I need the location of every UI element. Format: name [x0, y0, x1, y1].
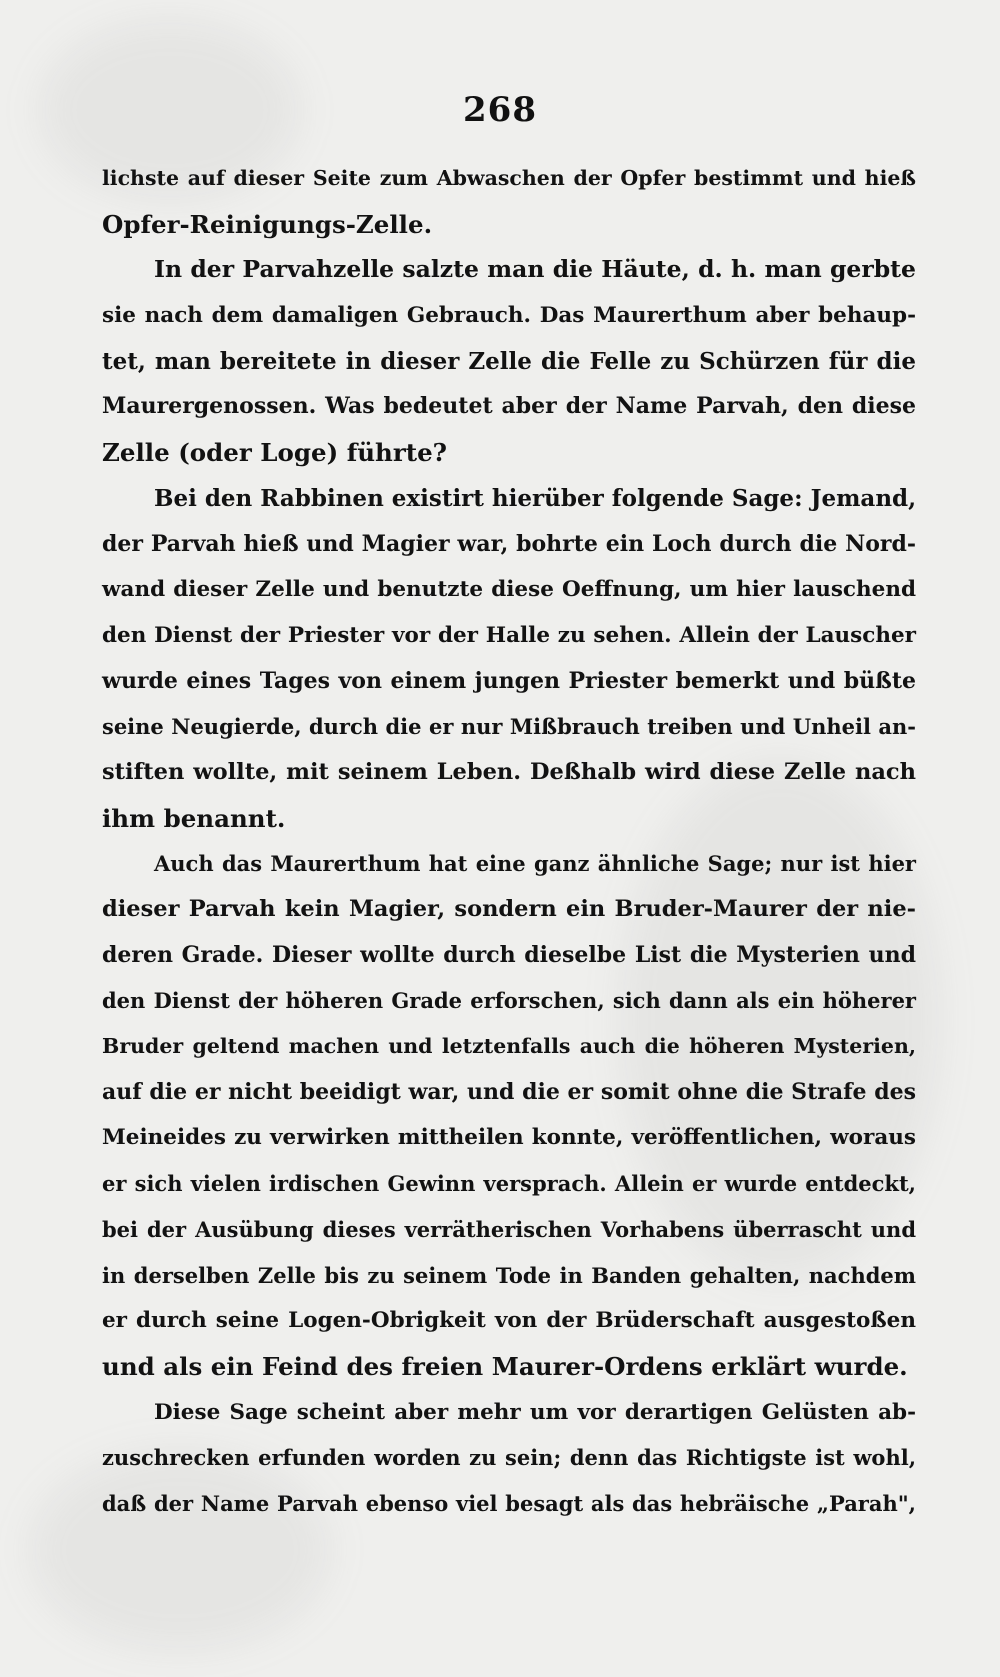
text-line: auf die er nicht beeidigt war, und die er somit ohne die Strafe des — [102, 1078, 916, 1105]
text-line: deren Grade. Dieser wollte durch dieselbe List die Mysterien und — [102, 941, 916, 968]
text-line: zuschrecken erfunden worden zu sein; denn das Richtigste ist wohl, — [102, 1445, 916, 1471]
text-line: er sich vielen irdischen Gewinn versprach. Allein er wurde entdeckt, — [102, 1171, 916, 1197]
text-line: Bei den Rabbinen existirt hierüber folgende Sage: Jemand, — [154, 484, 917, 512]
text-line: Meineides zu verwirken mittheilen konnte, veröffentlichen, woraus — [102, 1125, 916, 1151]
text-line: den Dienst der Priester vor der Halle zu sehen. Allein der Lauscher — [102, 622, 916, 648]
text-line: Opfer-Reinigungs-Zelle. — [102, 209, 433, 239]
text-line: lichste auf dieser Seite zum Abwaschen der Opfer bestimmt und hieß — [102, 166, 916, 190]
text-line: tet, man bereitete in dieser Zelle die Felle zu Schürzen für die — [102, 347, 916, 375]
text-line: wand dieser Zelle und benutzte diese Oeffnung, um hier lauschend — [102, 577, 916, 603]
text-line: dieser Parvah kein Magier, sondern ein Bruder-Maurer der nie- — [102, 896, 916, 922]
text-line: Zelle (oder Loge) führte? — [102, 438, 448, 468]
text-line: daß der Name Parvah ebenso viel besagt als das hebräische „Parah", — [102, 1490, 916, 1516]
text-line: den Dienst der höheren Grade erforschen, sich dann als ein höherer — [102, 988, 916, 1014]
text-line: bei der Ausübung dieses verrätherischen Vorhabens überrascht und — [102, 1216, 916, 1242]
text-line: in derselben Zelle bis zu seinem Tode in Banden gehalten, nachdem — [102, 1262, 916, 1288]
text-line: er durch seine Logen-Obrigkeit von der Brüderschaft ausgestoßen — [102, 1308, 916, 1334]
text-line: Diese Sage scheint aber mehr um vor derartigen Gelüsten ab- — [154, 1399, 916, 1425]
text-line: der Parvah hieß und Magier war, bohrte ein Loch durch die Nord- — [102, 530, 916, 557]
text-line: Auch das Maurerthum hat eine ganz ähnliche Sage; nur ist hier — [154, 851, 916, 877]
text-line: seine Neugierde, durch die er nur Mißbrauch treiben und Unheil an- — [102, 714, 916, 740]
page-number: 268 — [463, 90, 537, 130]
text-line: wurde eines Tages von einem jungen Priester bemerkt und büßte — [102, 667, 916, 694]
text-line: und als ein Feind des freien Maurer-Ordens erklärt wurde. — [102, 1351, 908, 1381]
body-text — [102, 156, 916, 1527]
text-line: stiften wollte, mit seinem Leben. Deßhalb wird diese Zelle nach — [102, 758, 916, 785]
text-line: sie nach dem damaligen Gebrauch. Das Maurerthum aber behaup- — [102, 303, 916, 329]
text-line: Bruder geltend machen und letztenfalls auch die höheren Mysterien, — [102, 1034, 916, 1059]
text-line: Maurergenossen. Was bedeutet aber der Name Parvah, den diese — [102, 393, 916, 420]
text-line: ihm benannt. — [102, 803, 286, 833]
text-line: In der Parvahzelle salzte man die Häute, d. h. man gerbte — [154, 255, 916, 284]
